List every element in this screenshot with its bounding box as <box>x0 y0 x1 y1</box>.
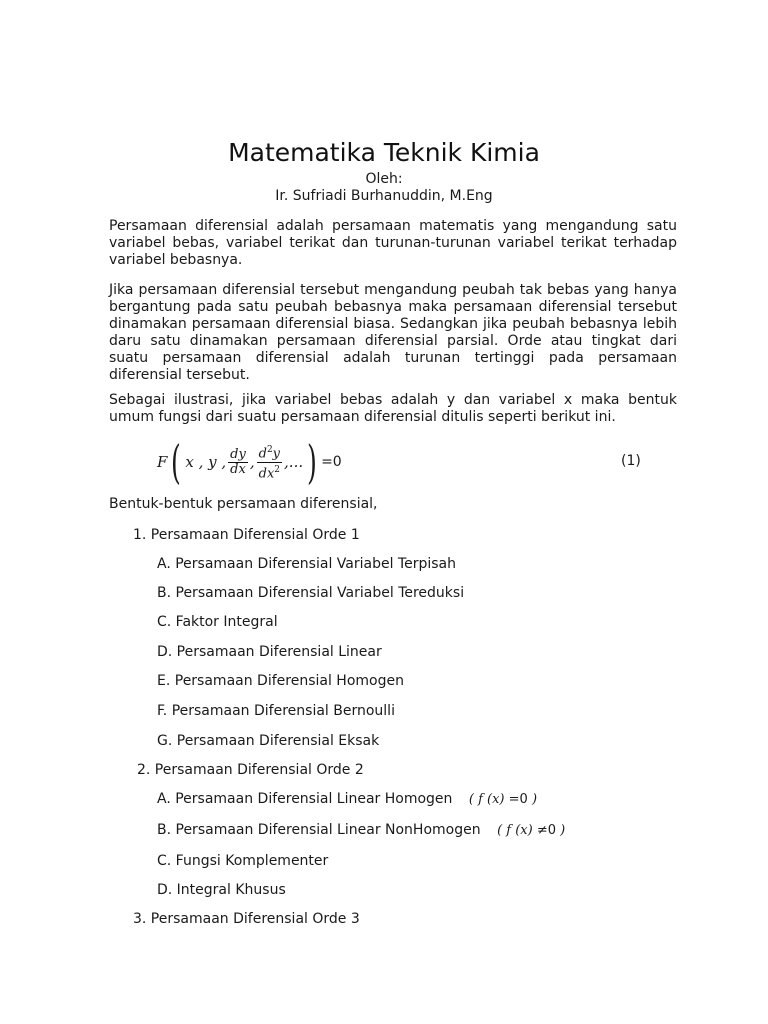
section-order-2: 2. Persamaan Diferensial Orde 2 <box>137 762 364 778</box>
author-name: Ir. Sufriadi Burhanuddin, M.Eng <box>275 188 493 204</box>
list-item: D. Integral Khusus <box>157 882 286 898</box>
paragraph-ode-pde: Jika persamaan diferensial tersebut mengandung peubah tak bebas yang hanya bergantung pada satu peubah bebasnya maka persamaan diferensial tersebut dinamakan persamaan diferensial biasa. Sedangkan jika peubah bebasnya lebih daru satu dinamakan persamaan diferensial parsial. Orde atau tingkat dari suatu persamaan diferensial adalah turunan tertinggi pada persamaan diferensial tersebut. <box>109 282 677 383</box>
general-ode-equation <box>157 435 342 489</box>
section-order-3: 3. Persamaan Diferensial Orde 3 <box>133 911 360 927</box>
list-item: E. Persamaan Diferensial Homogen <box>157 673 404 689</box>
section-order-1: 1. Persamaan Diferensial Orde 1 <box>133 527 360 543</box>
frac2-denominator: $dx^2$ <box>258 464 281 481</box>
condition-nonhomogen: ( f (x) ≠0 ) <box>497 823 566 838</box>
equation-args-end: ,... <box>284 453 304 471</box>
list-item: C. Faktor Integral <box>157 614 278 630</box>
paragraph-definition: Persamaan diferensial adalah persamaan matematis yang mengandung satu variabel bebas, variabel terikat dan turunan-turunan variabel terikat terhadap variabel bebasnya. <box>109 218 677 268</box>
equation-comma: , <box>249 453 255 471</box>
by-label: Oleh: <box>365 171 403 187</box>
equation-rhs: =0 <box>321 454 342 470</box>
list-item: B. Persamaan Diferensial Linear NonHomogen ( f (x) ≠0 ) <box>157 822 566 838</box>
condition-homogen: ( f (x) =0 ) <box>468 792 538 807</box>
list-item: A. Persamaan Diferensial Linear Homogen ( f (x) =0 ) <box>157 791 538 807</box>
list-intro: Bentuk-bentuk persamaan diferensial, <box>109 496 378 512</box>
equation-function: F <box>157 453 168 471</box>
equation-second-derivative <box>257 443 282 481</box>
list-item: A. Persamaan Diferensial Variabel Terpisah <box>157 556 456 572</box>
equation-first-derivative <box>228 448 248 477</box>
paragraph-illustration: Sebagai ilustrasi, jika variabel bebas adalah y dan variabel x maka bentuk umum fungsi dari suatu persamaan diferensial ditulis seperti berikut ini. <box>109 392 677 425</box>
frac1-denominator: dx <box>230 461 246 477</box>
list-item: G. Persamaan Diferensial Eksak <box>157 733 380 749</box>
list-item: D. Persamaan Diferensial Linear <box>157 644 382 660</box>
equation-left-paren: ( <box>171 435 182 489</box>
frac1-numerator: dy <box>230 446 246 462</box>
equation-right-paren: ) <box>307 435 318 489</box>
document-title: Matematika Teknik Kimia <box>228 138 540 167</box>
list-item: C. Fungsi Komplementer <box>157 853 329 869</box>
frac2-numerator: $d^2y$ <box>258 445 281 462</box>
list-item: B. Persamaan Diferensial Variabel Tereduksi <box>157 585 465 601</box>
list-item: F. Persamaan Diferensial Bernoulli <box>157 703 395 719</box>
equation-number: (1) <box>621 453 641 469</box>
equation-args-start: x , y , <box>185 453 227 471</box>
